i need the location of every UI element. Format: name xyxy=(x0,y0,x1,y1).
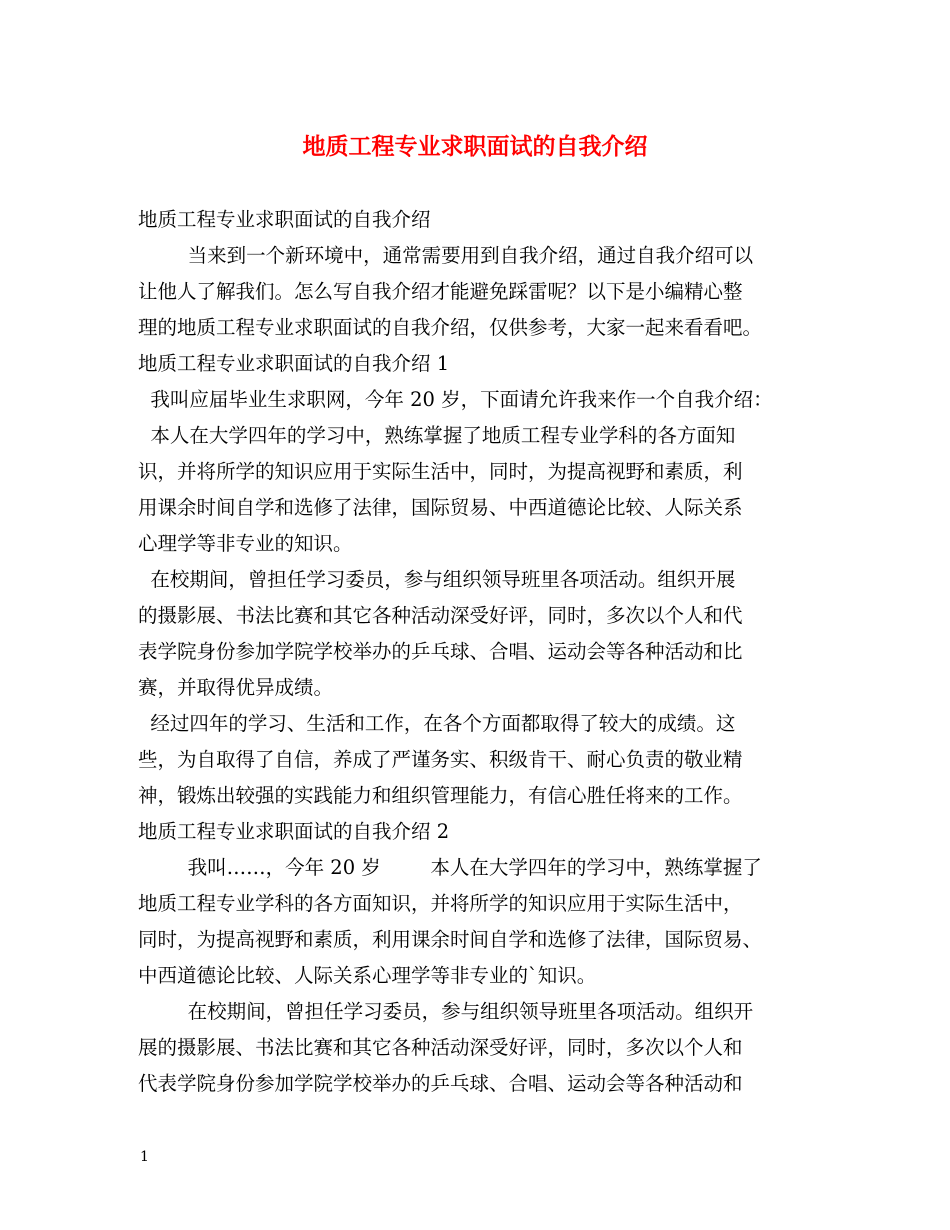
body-line: 识，并将所学的知识应用于实际生活中，同时，为提高视野和素质，利 xyxy=(138,460,743,483)
body-line: 地质工程专业求职面试的自我介绍 1 xyxy=(138,352,450,375)
body-line: 当来到一个新环境中，通常需要用到自我介绍，通过自我介绍可以 xyxy=(138,244,754,267)
document-body xyxy=(138,202,828,1102)
body-line: 心理学等非专业的知识。 xyxy=(138,532,353,555)
body-line: 在校期间，曾担任学习委员，参与组织领导班里各项活动。组织开 xyxy=(138,1000,754,1023)
body-line: 我叫应届毕业生求职网，今年 20 岁，下面请允许我来作一个自我介绍： xyxy=(138,388,773,411)
body-line: 地质工程专业求职面试的自我介绍 xyxy=(138,208,431,231)
body-line: 用课余时间自学和选修了法律，国际贸易、中西道德论比较、人际关系 xyxy=(138,496,743,519)
body-line: 我叫……，今年 20 岁 本人在大学四年的学习中，熟练掌握了 xyxy=(138,856,762,879)
body-line: 代表学院身份参加学院学校举办的乒乓球、合唱、运动会等各种活动和 xyxy=(138,1072,743,1095)
body-line: 赛，并取得优异成绩。 xyxy=(138,676,334,699)
body-line: 经过四年的学习、生活和工作，在各个方面都取得了较大的成绩。这 xyxy=(138,712,736,735)
body-line: 展的摄影展、书法比赛和其它各种活动深受好评，同时，多次以个人和 xyxy=(138,1036,743,1059)
body-line: 理的地质工程专业求职面试的自我介绍，仅供参考，大家一起来看看吧。 xyxy=(138,316,763,339)
body-line: 在校期间，曾担任学习委员，参与组织领导班里各项活动。组织开展 xyxy=(138,568,736,591)
body-line: 同时，为提高视野和素质，利用课余时间自学和选修了法律，国际贸易、 xyxy=(138,928,763,951)
page-title: 地质工程专业求职面试的自我介绍 xyxy=(302,133,648,160)
body-line: 中西道德论比较、人际关系心理学等非专业的`知识。 xyxy=(138,964,597,987)
body-line: 地质工程专业学科的各方面知识，并将所学的知识应用于实际生活中， xyxy=(138,892,743,915)
body-line: 地质工程专业求职面试的自我介绍 2 xyxy=(138,820,450,843)
body-line: 本人在大学四年的学习中，熟练掌握了地质工程专业学科的各方面知 xyxy=(138,424,736,447)
body-line: 让他人了解我们。怎么写自我介绍才能避免踩雷呢？以下是小编精心整 xyxy=(138,280,743,303)
body-line: 表学院身份参加学院学校举办的乒乓球、合唱、运动会等各种活动和比 xyxy=(138,640,743,663)
body-line: 神，锻炼出较强的实践能力和组织管理能力，有信心胜任将来的工作。 xyxy=(138,784,743,807)
body-line: 的摄影展、书法比赛和其它各种活动深受好评，同时，多次以个人和代 xyxy=(138,604,743,627)
page-number: 1 xyxy=(140,1149,149,1165)
body-line: 些，为自取得了自信，养成了严谨务实、积级肯干、耐心负责的敬业精 xyxy=(138,748,743,771)
